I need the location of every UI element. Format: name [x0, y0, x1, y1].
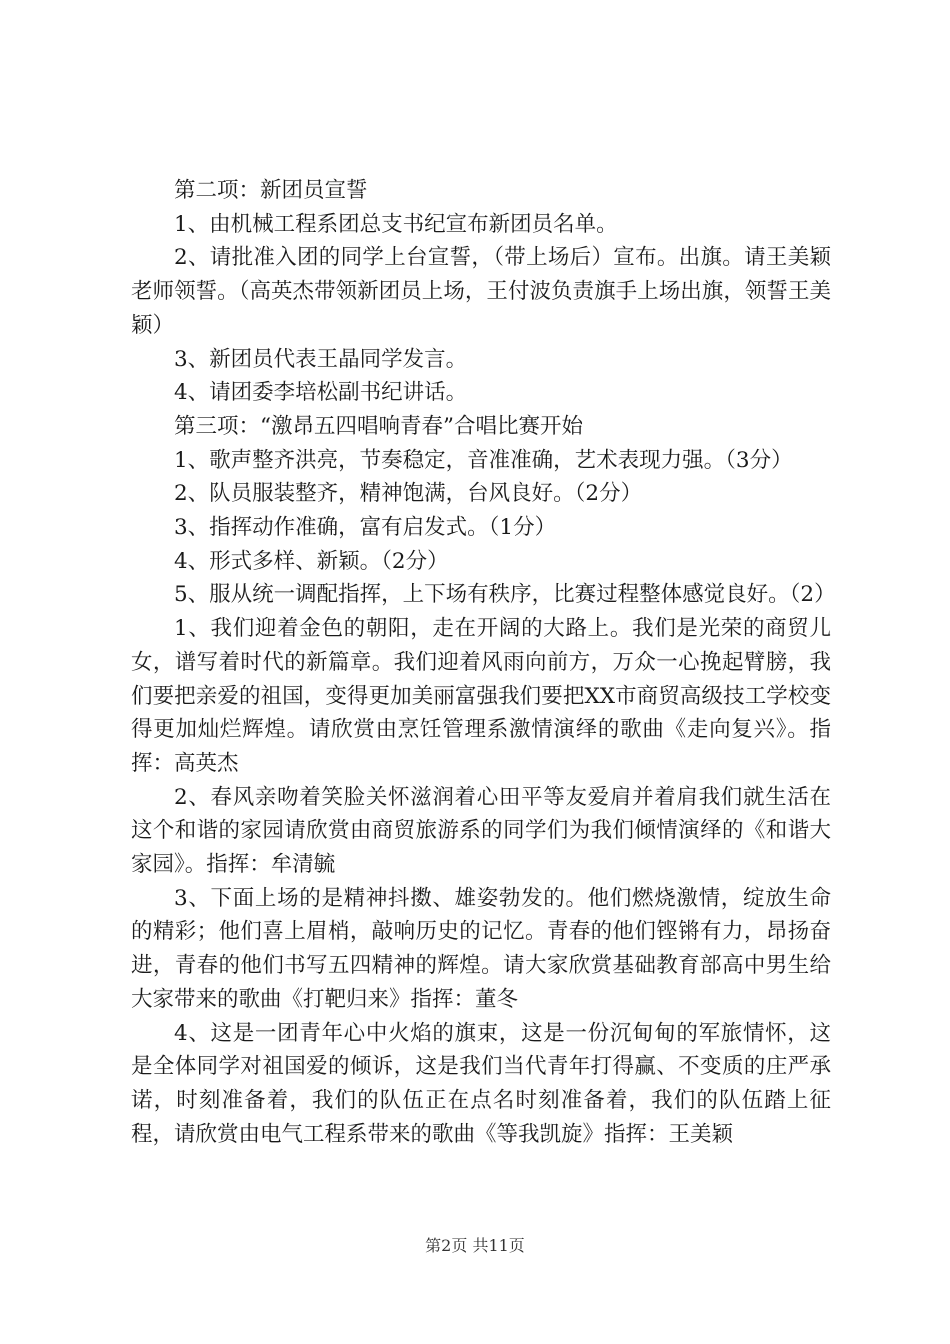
paragraph-section-3-title: 第三项：“激昂五四唱响青春”合唱比赛开始	[174, 413, 583, 439]
document-body	[131, 174, 836, 1151]
paragraph-criterion: 5、服从统一调配指挥，上下场有秩序，比赛过程整体感觉良好。（2）	[174, 582, 836, 608]
paragraph-criterion: 1、歌声整齐洪亮，节奏稳定，音准准确，艺术表现力强。（3分）	[174, 447, 793, 473]
paragraph-item: 4、请团委李培松副书纪讲话。	[174, 380, 468, 406]
paragraph-criterion: 4、形式多样、新颖。（2分）	[174, 548, 449, 574]
paragraph-program-intro: 3、下面上场的是精神抖擞、雄姿勃发的。他们燃烧激情，绽放生命的精彩；他们喜上眉梢，敲响历史的记忆。青春的他们铿锵有力，昂扬奋进，青春的他们书写五四精神的辉煌。请大家欣赏基础教育部高中男生给大家带来的歌曲《打靶归来》指挥：董冬	[131, 885, 831, 1012]
paragraph-item: 3、新团员代表王晶同学发言。	[174, 346, 468, 372]
paragraph-section-2-title: 第二项：新团员宣誓	[174, 178, 368, 203]
paragraph-item: 2、请批准入团的同学上台宣誓，（带上场后）宣布。出旗。请王美颖老师领誓。（高英杰带领新团员上场，王付波负责旗手上场出旗，领誓王美颖）	[131, 245, 831, 338]
paragraph-program-intro: 1、我们迎着金色的朝阳，走在开阔的大路上。我们是光荣的商贸儿女，谱写着时代的新篇章。我们迎着风雨向前方，万众一心挽起臂膀，我们要把亲爱的祖国，变得更加美丽富强我们要把XX市商贸高级技工学校变得更加灿烂辉煌。请欣赏由烹饪管理系激情演绎的歌曲《走向复兴》。指挥：高英杰	[131, 616, 831, 776]
paragraph-criterion: 2、队员服装整齐，精神饱满，台风良好。（2分）	[174, 481, 643, 507]
paragraph-program-intro: 2、春风亲吻着笑脸关怀滋润着心田平等友爱肩并着肩我们就生活在这个和谐的家园请欣赏由商贸旅游系的同学们为我们倾情演绎的《和谐大家园》。指挥：牟清毓	[131, 784, 831, 878]
paragraph-program-intro: 4、这是一团青年心中火焰的旗束，这是一份沉甸甸的军旅情怀，这是全体同学对祖国爱的倾诉，这是我们当代青年打得赢、不变质的庄严承诺，时刻准备着，我们的队伍正在点名时刻准备着，我们的队伍踏上征程，请欣赏由电气工程系带来的歌曲《等我凯旋》指挥：王美颖	[131, 1020, 831, 1147]
paragraph-criterion: 3、指挥动作准确，富有启发式。（1分）	[174, 515, 557, 541]
paragraph-item: 1、由机械工程系团总支书纪宣布新团员名单。	[174, 211, 618, 237]
page-number-footer: 第2页 共11页	[425, 1236, 525, 1255]
